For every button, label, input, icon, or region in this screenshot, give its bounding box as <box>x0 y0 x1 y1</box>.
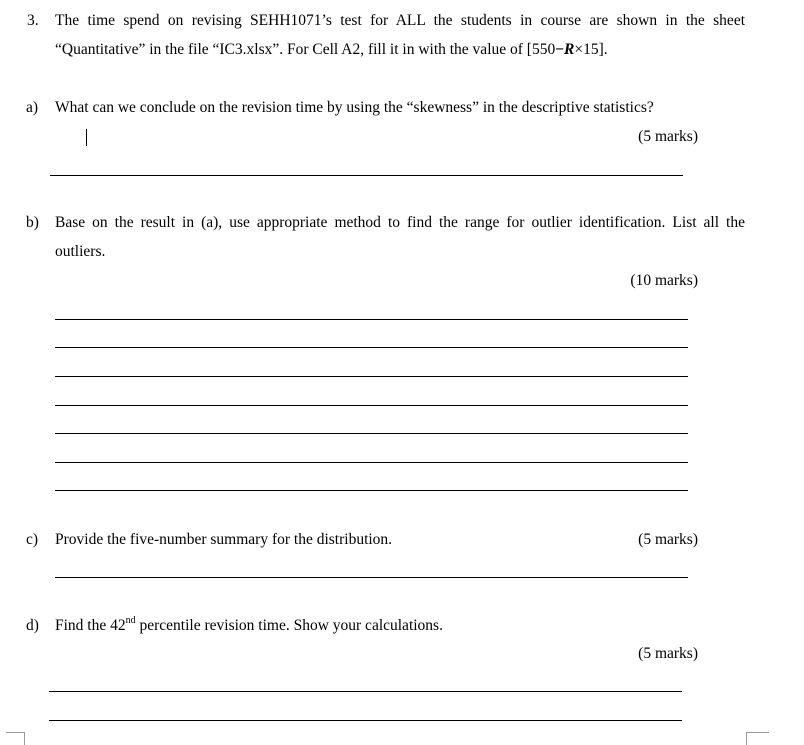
part-b-marks: (10 marks) <box>630 272 698 289</box>
part-c-label: c) <box>26 531 39 548</box>
variable-r: R <box>564 41 575 58</box>
answer-line[interactable] <box>55 433 688 434</box>
answer-line[interactable] <box>55 490 688 491</box>
page-corner-mark-left <box>6 732 25 745</box>
answer-line[interactable] <box>49 720 682 721</box>
part-d-text-end: percentile revision time. Show your calculations. <box>135 617 443 634</box>
part-a-label: a) <box>26 99 39 116</box>
answer-line[interactable] <box>55 376 688 377</box>
part-d-marks: (5 marks) <box>638 645 698 662</box>
part-c-marks: (5 marks) <box>638 531 698 548</box>
answer-line[interactable] <box>49 691 682 692</box>
part-b-label: b) <box>26 214 39 231</box>
text-cursor[interactable] <box>86 129 87 146</box>
ordinal-superscript: nd <box>125 614 136 626</box>
minus-sign: − <box>555 41 565 58</box>
part-a-marks: (5 marks) <box>638 128 698 145</box>
question-number: 3. <box>27 12 39 29</box>
question-text-line2-end: ×15]. <box>574 41 608 58</box>
part-a-text: What can we conclude on the revision time by using the “skewness” in the descriptive statistics? <box>55 99 654 116</box>
page-corner-mark-right <box>746 732 769 745</box>
answer-line[interactable] <box>55 347 688 348</box>
answer-line[interactable] <box>50 175 683 176</box>
part-d-text-start: Find the 42 <box>55 617 126 634</box>
answer-line[interactable] <box>55 462 688 463</box>
question-text-line2-start: “Quantitative” in the file “IC3.xlsx”. For Cell A2, fill it in with the value of [550 <box>55 41 556 58</box>
answer-line[interactable] <box>55 577 688 578</box>
question-text-line1: The time spend on revising SEHH1071’s test for ALL the students in course are shown in the sheet <box>55 12 745 29</box>
answer-line[interactable] <box>55 405 688 406</box>
part-b-text-line2: outliers. <box>55 243 106 260</box>
part-c-text: Provide the five-number summary for the distribution. <box>55 531 393 548</box>
answer-line[interactable] <box>55 319 688 320</box>
question-text-line2 <box>55 41 608 59</box>
part-d-label: d) <box>26 617 39 634</box>
part-b-text-line1: Base on the result in (a), use appropriate method to find the range for outlier identification. List all the <box>55 214 745 231</box>
part-d-text <box>55 614 443 635</box>
